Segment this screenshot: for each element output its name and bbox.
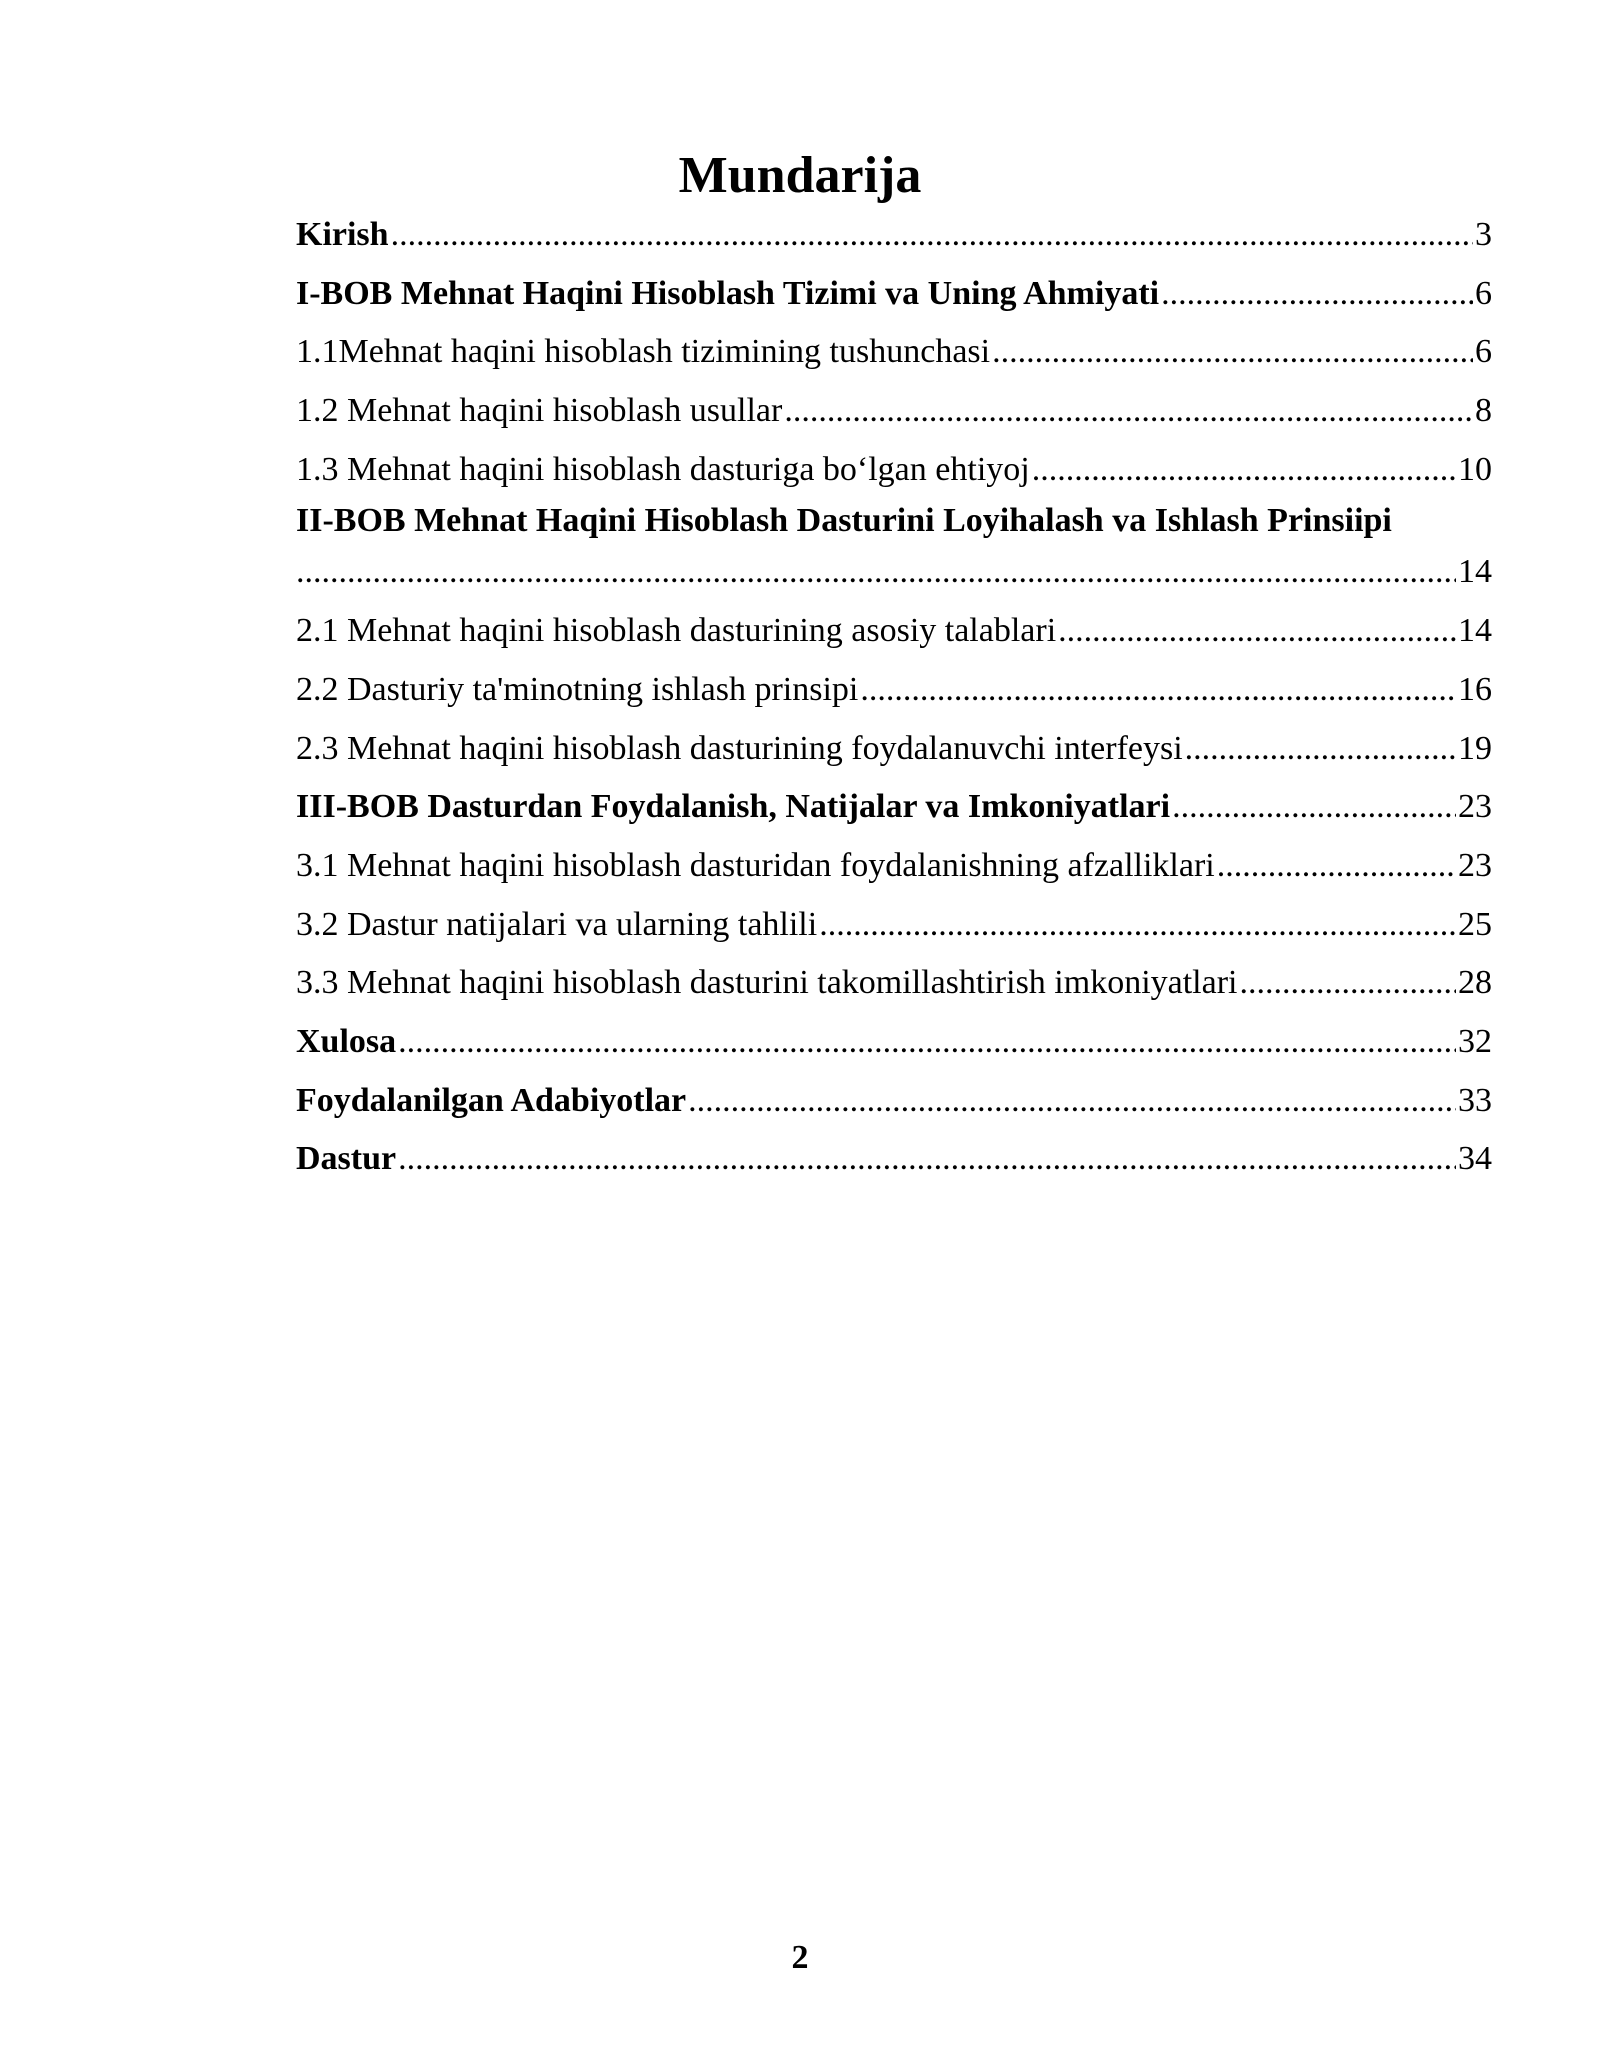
- toc-entry-3-1[interactable]: [296, 837, 1492, 896]
- toc-dot-leader: [860, 661, 1456, 720]
- toc-entry-label: 2.1 Mehnat haqini hisoblash dasturining asosiy talablari: [296, 612, 1057, 650]
- toc-entry-label: 2.2 Dasturiy ta'minotning ishlash prinsipi: [296, 670, 859, 708]
- toc-dot-leader: [1185, 720, 1456, 779]
- toc-entry-2-1[interactable]: [296, 602, 1492, 661]
- toc-entry-2-2[interactable]: [296, 661, 1492, 720]
- toc-dot-leader: [688, 1072, 1456, 1131]
- toc-dot-leader: [1217, 837, 1456, 896]
- toc-entry-label: 3.1 Mehnat haqini hisoblash dasturidan foydalanishning afzalliklari: [296, 846, 1215, 884]
- toc-entry-label: Dastur: [296, 1140, 397, 1178]
- toc-entry-page: 32: [1458, 1022, 1492, 1060]
- toc-entry-xulosa[interactable]: [296, 1013, 1492, 1072]
- toc-dot-leader: [391, 206, 1473, 265]
- toc-entry-page: 19: [1458, 729, 1492, 767]
- toc-entry-label: Xulosa: [296, 1022, 397, 1060]
- toc-entry-label: Foydalanilgan Adabiyotlar: [296, 1081, 687, 1119]
- toc-entry-page: 28: [1458, 964, 1492, 1002]
- toc-entry-chapter-3[interactable]: [296, 778, 1492, 837]
- toc-entry-label: 3.3 Mehnat haqini hisoblash dasturini takomillashtirish imkoniyatlari: [296, 964, 1238, 1002]
- toc-entry-1-1[interactable]: [296, 323, 1492, 382]
- toc-dot-leader: [398, 1013, 1456, 1072]
- toc-entry-label: III-BOB Dasturdan Foydalanish, Natijalar va Imkoniyatlari: [296, 788, 1171, 826]
- toc-entry-page: 14: [1458, 612, 1492, 650]
- toc-entry-chapter-2[interactable]: [296, 499, 1492, 602]
- toc-entry-label: 3.2 Dastur natijalari va ularning tahlili: [296, 905, 818, 943]
- toc-entry-1-2[interactable]: [296, 382, 1492, 441]
- toc-entry-3-2[interactable]: [296, 896, 1492, 955]
- toc-entry-page: 25: [1458, 905, 1492, 943]
- toc-dot-leader: [1032, 441, 1456, 500]
- toc-entry-page: 6: [1475, 274, 1492, 312]
- toc-entry-page: 14: [1458, 553, 1492, 591]
- toc-entry-page: 10: [1458, 450, 1492, 488]
- toc-entry-page: 6: [1475, 333, 1492, 371]
- toc-entry-page: 23: [1458, 788, 1492, 826]
- toc-dot-leader: [1172, 778, 1456, 837]
- page-number: 2: [791, 1939, 809, 1976]
- toc-entry-2-3[interactable]: [296, 720, 1492, 779]
- toc-dot-leader: [398, 1130, 1456, 1189]
- toc-entry-page: 23: [1458, 846, 1492, 884]
- toc-entry-chapter-1[interactable]: [296, 265, 1492, 324]
- toc-entry-page: 16: [1458, 670, 1492, 708]
- toc-dot-leader: [819, 896, 1456, 955]
- toc-entry-kirish[interactable]: [296, 206, 1492, 265]
- toc-dot-leader: [1161, 265, 1473, 324]
- toc-entry-1-3[interactable]: [296, 441, 1492, 500]
- toc-entry-page: 3: [1475, 216, 1492, 253]
- toc-entry-label: I-BOB Mehnat Haqini Hisoblash Tizimi va Uning Ahmiyati: [296, 274, 1160, 312]
- toc-entry-page: 34: [1458, 1140, 1492, 1178]
- toc-dot-leader: [296, 543, 1456, 602]
- toc-entry-label: 1.1Mehnat haqini hisoblash tizimining tushunchasi: [296, 333, 991, 371]
- toc-dot-leader: [1240, 954, 1457, 1013]
- toc-entry-label: 1.2 Mehnat haqini hisoblash usullar: [296, 392, 783, 430]
- toc-entry-label: II-BOB Mehnat Haqini Hisoblash Dasturini Loyihalash va Ishlash Prinsiipi: [296, 502, 1392, 540]
- toc-dot-leader: [992, 323, 1473, 382]
- toc-entry-3-3[interactable]: [296, 954, 1492, 1013]
- toc-entry-label: 2.3 Mehnat haqini hisoblash dasturining foydalanuvchi interfeysi: [296, 729, 1183, 767]
- toc-dot-leader: [784, 382, 1473, 441]
- page-title: Mundarija: [678, 147, 922, 204]
- toc-dot-leader: [1058, 602, 1456, 661]
- toc-entry-label: Kirish: [296, 216, 389, 253]
- toc-entry-page: 8: [1475, 392, 1492, 430]
- toc-entry-label: 1.3 Mehnat haqini hisoblash dasturiga boʻlgan ehtiyoj: [296, 450, 1030, 488]
- toc-entry-page: 33: [1458, 1081, 1492, 1119]
- table-of-contents: [296, 206, 1492, 1189]
- toc-entry-dastur[interactable]: [296, 1130, 1492, 1189]
- toc-entry-adabiyotlar[interactable]: [296, 1072, 1492, 1131]
